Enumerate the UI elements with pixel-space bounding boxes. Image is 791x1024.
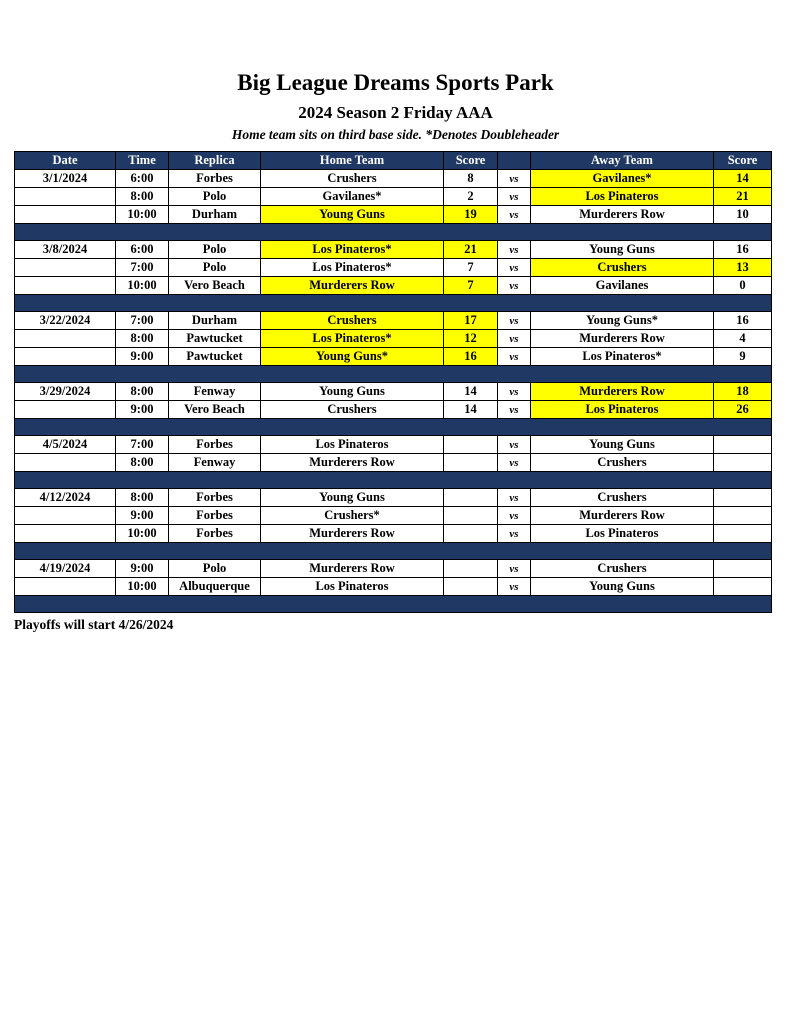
home-score-cell: 14 bbox=[444, 401, 498, 419]
vs-cell: vs bbox=[498, 206, 531, 224]
home-team-cell: Crushers bbox=[261, 170, 444, 188]
away-team-cell: Gavilanes bbox=[531, 277, 714, 295]
time-cell: 6:00 bbox=[116, 170, 169, 188]
vs-cell: vs bbox=[498, 489, 531, 507]
game-row bbox=[15, 401, 772, 419]
away-team-cell: Los Pinateros* bbox=[531, 348, 714, 366]
date-cell bbox=[15, 454, 116, 472]
away-score-cell bbox=[714, 578, 772, 596]
separator-bar bbox=[15, 596, 772, 613]
home-score-cell bbox=[444, 489, 498, 507]
home-team-cell: Young Guns bbox=[261, 489, 444, 507]
date-cell bbox=[15, 578, 116, 596]
away-score-cell: 9 bbox=[714, 348, 772, 366]
vs-cell: vs bbox=[498, 383, 531, 401]
header-away-score: Score bbox=[714, 152, 772, 170]
header-row bbox=[15, 152, 772, 170]
home-team-cell: Murderers Row bbox=[261, 454, 444, 472]
home-team-cell: Young Guns* bbox=[261, 348, 444, 366]
header-date: Date bbox=[15, 152, 116, 170]
away-score-cell bbox=[714, 436, 772, 454]
home-score-cell: 2 bbox=[444, 188, 498, 206]
away-score-cell: 16 bbox=[714, 312, 772, 330]
header-away-team: Away Team bbox=[531, 152, 714, 170]
time-cell: 9:00 bbox=[116, 560, 169, 578]
away-team-cell: Young Guns bbox=[531, 436, 714, 454]
schedule-table-body bbox=[15, 170, 772, 613]
away-team-cell: Crushers bbox=[531, 454, 714, 472]
game-row bbox=[15, 312, 772, 330]
replica-cell: Forbes bbox=[169, 507, 261, 525]
separator-bar bbox=[15, 224, 772, 241]
header-time: Time bbox=[116, 152, 169, 170]
game-row bbox=[15, 188, 772, 206]
home-team-cell: Crushers bbox=[261, 312, 444, 330]
time-cell: 10:00 bbox=[116, 525, 169, 543]
home-score-cell: 21 bbox=[444, 241, 498, 259]
game-row bbox=[15, 489, 772, 507]
game-row bbox=[15, 170, 772, 188]
date-cell bbox=[15, 401, 116, 419]
game-row bbox=[15, 578, 772, 596]
date-cell: 3/22/2024 bbox=[15, 312, 116, 330]
header-vs-spacer bbox=[498, 152, 531, 170]
home-score-cell: 19 bbox=[444, 206, 498, 224]
game-row bbox=[15, 277, 772, 295]
home-team-note: Home team sits on third base side. *Denotes Doubleheader bbox=[231, 127, 560, 142]
away-team-cell: Gavilanes* bbox=[531, 170, 714, 188]
home-score-cell bbox=[444, 560, 498, 578]
away-score-cell: 0 bbox=[714, 277, 772, 295]
away-score-cell: 14 bbox=[714, 170, 772, 188]
away-score-cell: 21 bbox=[714, 188, 772, 206]
vs-cell: vs bbox=[498, 170, 531, 188]
vs-cell: vs bbox=[498, 454, 531, 472]
home-score-cell: 14 bbox=[444, 383, 498, 401]
away-team-cell: Crushers bbox=[531, 259, 714, 277]
date-cell bbox=[15, 277, 116, 295]
time-cell: 7:00 bbox=[116, 312, 169, 330]
date-cell bbox=[15, 507, 116, 525]
vs-cell: vs bbox=[498, 241, 531, 259]
away-score-cell bbox=[714, 525, 772, 543]
away-team-cell: Crushers bbox=[531, 560, 714, 578]
replica-cell: Durham bbox=[169, 206, 261, 224]
replica-cell: Polo bbox=[169, 560, 261, 578]
replica-cell: Fenway bbox=[169, 454, 261, 472]
replica-cell: Polo bbox=[169, 259, 261, 277]
home-score-cell bbox=[444, 578, 498, 596]
date-cell bbox=[15, 348, 116, 366]
replica-cell: Pawtucket bbox=[169, 330, 261, 348]
schedule-table bbox=[14, 151, 772, 613]
separator-bar bbox=[15, 366, 772, 383]
date-cell bbox=[15, 525, 116, 543]
away-team-cell: Murderers Row bbox=[531, 206, 714, 224]
away-team-cell: Los Pinateros bbox=[531, 525, 714, 543]
home-score-cell: 16 bbox=[444, 348, 498, 366]
vs-cell: vs bbox=[498, 401, 531, 419]
away-team-cell: Young Guns* bbox=[531, 312, 714, 330]
date-cell: 4/5/2024 bbox=[15, 436, 116, 454]
separator-bar bbox=[15, 419, 772, 436]
home-team-cell: Los Pinateros bbox=[261, 578, 444, 596]
home-team-cell: Gavilanes* bbox=[261, 188, 444, 206]
time-cell: 8:00 bbox=[116, 188, 169, 206]
vs-cell: vs bbox=[498, 436, 531, 454]
game-row bbox=[15, 383, 772, 401]
game-row bbox=[15, 348, 772, 366]
separator-bar bbox=[15, 543, 772, 560]
header-replica: Replica bbox=[169, 152, 261, 170]
date-cell bbox=[15, 206, 116, 224]
home-score-cell bbox=[444, 507, 498, 525]
vs-cell: vs bbox=[498, 525, 531, 543]
home-score-cell: 8 bbox=[444, 170, 498, 188]
page-subtitle: 2024 Season 2 Friday AAA bbox=[298, 103, 493, 122]
time-cell: 6:00 bbox=[116, 241, 169, 259]
game-row bbox=[15, 241, 772, 259]
replica-cell: Pawtucket bbox=[169, 348, 261, 366]
separator-row bbox=[15, 366, 772, 383]
time-cell: 8:00 bbox=[116, 489, 169, 507]
separator-row bbox=[15, 543, 772, 560]
time-cell: 9:00 bbox=[116, 507, 169, 525]
game-row bbox=[15, 206, 772, 224]
vs-cell: vs bbox=[498, 259, 531, 277]
replica-cell: Durham bbox=[169, 312, 261, 330]
game-row bbox=[15, 436, 772, 454]
date-cell bbox=[15, 259, 116, 277]
away-score-cell bbox=[714, 454, 772, 472]
time-cell: 8:00 bbox=[116, 330, 169, 348]
home-score-cell: 7 bbox=[444, 277, 498, 295]
game-row bbox=[15, 454, 772, 472]
away-team-cell: Young Guns bbox=[531, 578, 714, 596]
home-team-cell: Los Pinateros* bbox=[261, 330, 444, 348]
game-row bbox=[15, 560, 772, 578]
vs-cell: vs bbox=[498, 188, 531, 206]
time-cell: 8:00 bbox=[116, 383, 169, 401]
date-cell: 3/1/2024 bbox=[15, 170, 116, 188]
replica-cell: Albuquerque bbox=[169, 578, 261, 596]
time-cell: 8:00 bbox=[116, 454, 169, 472]
vs-cell: vs bbox=[498, 578, 531, 596]
game-row bbox=[15, 330, 772, 348]
date-cell: 3/8/2024 bbox=[15, 241, 116, 259]
replica-cell: Fenway bbox=[169, 383, 261, 401]
away-score-cell: 16 bbox=[714, 241, 772, 259]
away-score-cell: 10 bbox=[714, 206, 772, 224]
replica-cell: Vero Beach bbox=[169, 401, 261, 419]
home-team-cell: Crushers* bbox=[261, 507, 444, 525]
time-cell: 7:00 bbox=[116, 436, 169, 454]
separator-row bbox=[15, 472, 772, 489]
home-team-cell: Murderers Row bbox=[261, 277, 444, 295]
separator-row bbox=[15, 596, 772, 613]
game-row bbox=[15, 525, 772, 543]
header-home-score: Score bbox=[444, 152, 498, 170]
home-team-cell: Crushers bbox=[261, 401, 444, 419]
home-score-cell bbox=[444, 525, 498, 543]
date-cell: 4/19/2024 bbox=[15, 560, 116, 578]
game-row bbox=[15, 259, 772, 277]
time-cell: 9:00 bbox=[116, 348, 169, 366]
time-cell: 10:00 bbox=[116, 578, 169, 596]
replica-cell: Polo bbox=[169, 241, 261, 259]
time-cell: 9:00 bbox=[116, 401, 169, 419]
separator-bar bbox=[15, 295, 772, 312]
away-team-cell: Crushers bbox=[531, 489, 714, 507]
date-cell bbox=[15, 188, 116, 206]
home-team-cell: Murderers Row bbox=[261, 525, 444, 543]
separator-bar bbox=[15, 472, 772, 489]
away-score-cell: 13 bbox=[714, 259, 772, 277]
page-title: Big League Dreams Sports Park bbox=[237, 70, 554, 95]
separator-row bbox=[15, 295, 772, 312]
time-cell: 10:00 bbox=[116, 206, 169, 224]
date-cell: 3/29/2024 bbox=[15, 383, 116, 401]
vs-cell: vs bbox=[498, 330, 531, 348]
replica-cell: Forbes bbox=[169, 436, 261, 454]
home-score-cell: 17 bbox=[444, 312, 498, 330]
away-score-cell: 18 bbox=[714, 383, 772, 401]
replica-cell: Vero Beach bbox=[169, 277, 261, 295]
away-score-cell bbox=[714, 507, 772, 525]
game-row bbox=[15, 507, 772, 525]
away-team-cell: Los Pinateros bbox=[531, 188, 714, 206]
date-cell bbox=[15, 330, 116, 348]
vs-cell: vs bbox=[498, 560, 531, 578]
away-score-cell: 26 bbox=[714, 401, 772, 419]
away-score-cell bbox=[714, 489, 772, 507]
home-score-cell bbox=[444, 454, 498, 472]
home-team-cell: Los Pinateros bbox=[261, 436, 444, 454]
time-cell: 7:00 bbox=[116, 259, 169, 277]
away-team-cell: Murderers Row bbox=[531, 507, 714, 525]
home-team-cell: Young Guns bbox=[261, 206, 444, 224]
home-team-cell: Murderers Row bbox=[261, 560, 444, 578]
vs-cell: vs bbox=[498, 312, 531, 330]
away-score-cell: 4 bbox=[714, 330, 772, 348]
home-score-cell: 12 bbox=[444, 330, 498, 348]
vs-cell: vs bbox=[498, 348, 531, 366]
replica-cell: Polo bbox=[169, 188, 261, 206]
home-team-cell: Los Pinateros* bbox=[261, 241, 444, 259]
separator-row bbox=[15, 419, 772, 436]
playoffs-note: Playoffs will start 4/26/2024 bbox=[14, 617, 174, 632]
header-home-team: Home Team bbox=[261, 152, 444, 170]
home-score-cell: 7 bbox=[444, 259, 498, 277]
away-team-cell: Los Pinateros bbox=[531, 401, 714, 419]
replica-cell: Forbes bbox=[169, 489, 261, 507]
away-team-cell: Murderers Row bbox=[531, 383, 714, 401]
time-cell: 10:00 bbox=[116, 277, 169, 295]
home-team-cell: Los Pinateros* bbox=[261, 259, 444, 277]
vs-cell: vs bbox=[498, 277, 531, 295]
date-cell: 4/12/2024 bbox=[15, 489, 116, 507]
away-score-cell bbox=[714, 560, 772, 578]
away-team-cell: Young Guns bbox=[531, 241, 714, 259]
replica-cell: Forbes bbox=[169, 170, 261, 188]
separator-row bbox=[15, 224, 772, 241]
vs-cell: vs bbox=[498, 507, 531, 525]
away-team-cell: Murderers Row bbox=[531, 330, 714, 348]
replica-cell: Forbes bbox=[169, 525, 261, 543]
home-team-cell: Young Guns bbox=[261, 383, 444, 401]
home-score-cell bbox=[444, 436, 498, 454]
